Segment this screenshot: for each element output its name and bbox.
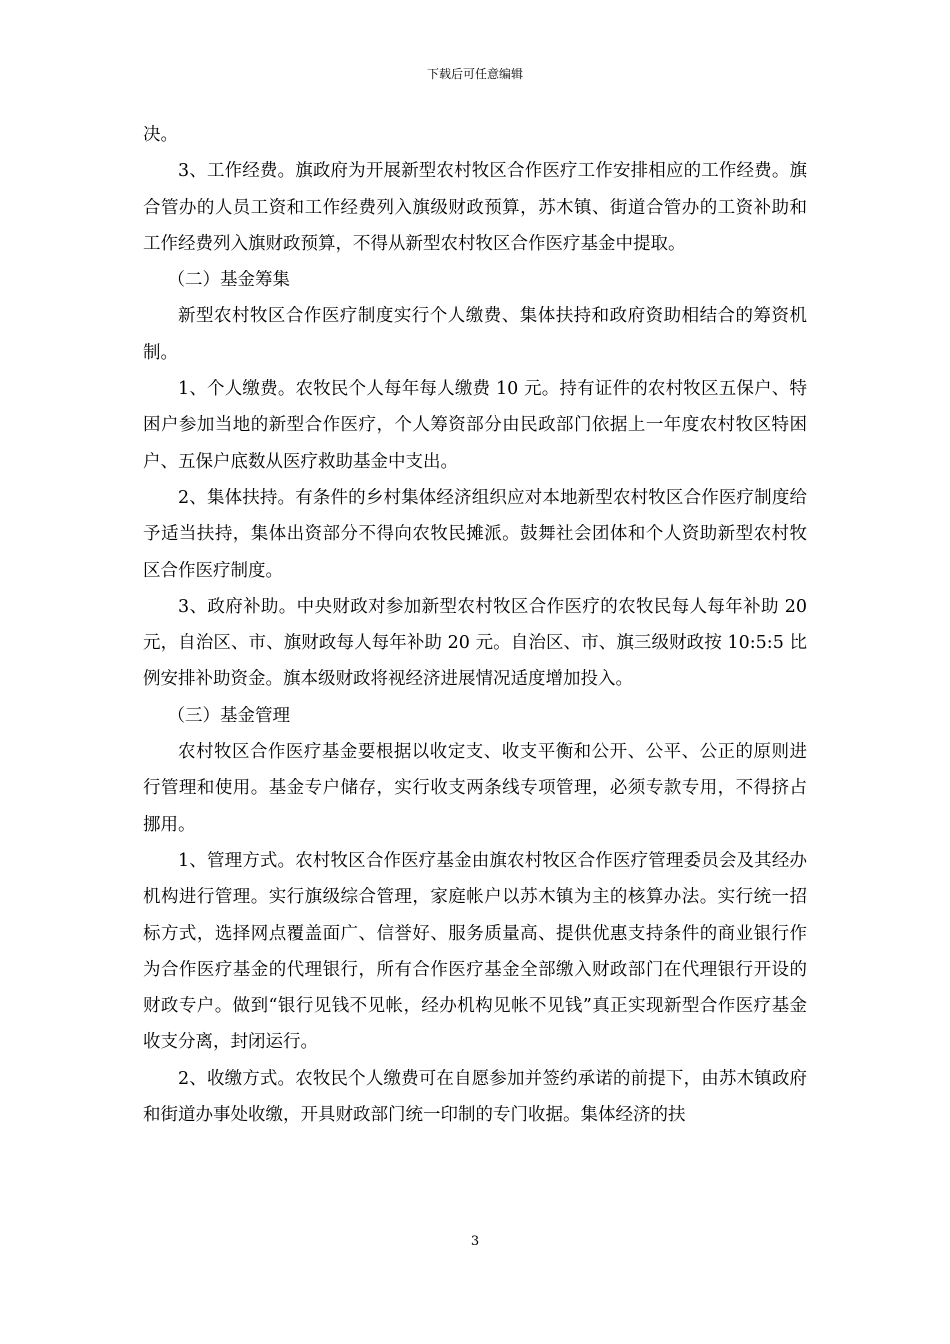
page-number: 3: [470, 1234, 480, 1249]
page-header: 下载后可任意编辑: [426, 67, 523, 81]
paragraph-personal-contribution: 1、个人缴费。农牧民个人每年每人缴费 10 元。持有证件的农村牧区五保户、特困户参加当地的新型合作医疗，个人筹资部分由民政部门依据上一年度农村牧区特困户、五保户底数从医疗救助基金中支出。: [143, 379, 807, 472]
section-heading-fund-raising: （二）基金筹集: [167, 270, 290, 291]
document-body: [143, 117, 807, 1133]
paragraph-management-method: 1、管理方式。农村牧区合作医疗基金由旗农村牧区合作医疗管理委员会及其经办机构进行管理。实行旗级综合管理，家庭帐户以苏木镇为主的核算办法。实行统一招标方式，选择网点覆盖面广、信誉好、服务质量高、提供优惠支持条件的商业银行作为合作医疗基金的代理银行，所有合作医疗基金全部缴入财政部门在代理银行开设的财政专户。做到“银行见钱不见帐，经办机构见帐不见钱”真正实现新型合作医疗基金收支分离，封闭运行。: [143, 850, 807, 1053]
paragraph-fund-raising-intro: 新型农村牧区合作医疗制度实行个人缴费、集体扶持和政府资助相结合的筹资机制。: [143, 306, 807, 363]
paragraph-fund-management-intro: 农村牧区合作医疗基金要根据以收定支、收支平衡和公开、公平、公正的原则进行管理和使用。基金专户储存，实行收支两条线专项管理，必须专款专用，不得挤占挪用。: [143, 742, 807, 835]
paragraph-continuation: 决。: [143, 125, 178, 145]
section-heading-fund-management: （三）基金管理: [167, 705, 290, 726]
paragraph-collective-support: 2、集体扶持。有条件的乡村集体经济组织应对本地新型农村牧区合作医疗制度给予适当扶持，集体出资部分不得向农牧民摊派。鼓舞社会团体和个人资助新型农村牧区合作医疗制度。: [143, 487, 807, 581]
paragraph-collection-method: 2、收缴方式。农牧民个人缴费可在自愿参加并签约承诺的前提下，由苏木镇政府和街道办事处收缴，开具财政部门统一印制的专门收据。集体经济的扶: [143, 1068, 807, 1126]
paragraph-government-subsidy: 3、政府补助。中央财政对参加新型农村牧区合作医疗的农牧民每人每年补助 20 元，自治区、市、旗财政每人每年补助 20 元。自治区、市、旗三级财政按 10:5:5 比例安排补助资金。旗本级财政将视经济进展情况适度增加投入。: [143, 596, 807, 690]
paragraph-work-funding: 3、工作经费。旗政府为开展新型农村牧区合作医疗工作安排相应的工作经费。旗合管办的人员工资和工作经费列入旗级财政预算，苏木镇、街道合管办的工资补助和工作经费列入旗财政预算，不得从新型农村牧区合作医疗基金中提取。: [143, 161, 807, 254]
